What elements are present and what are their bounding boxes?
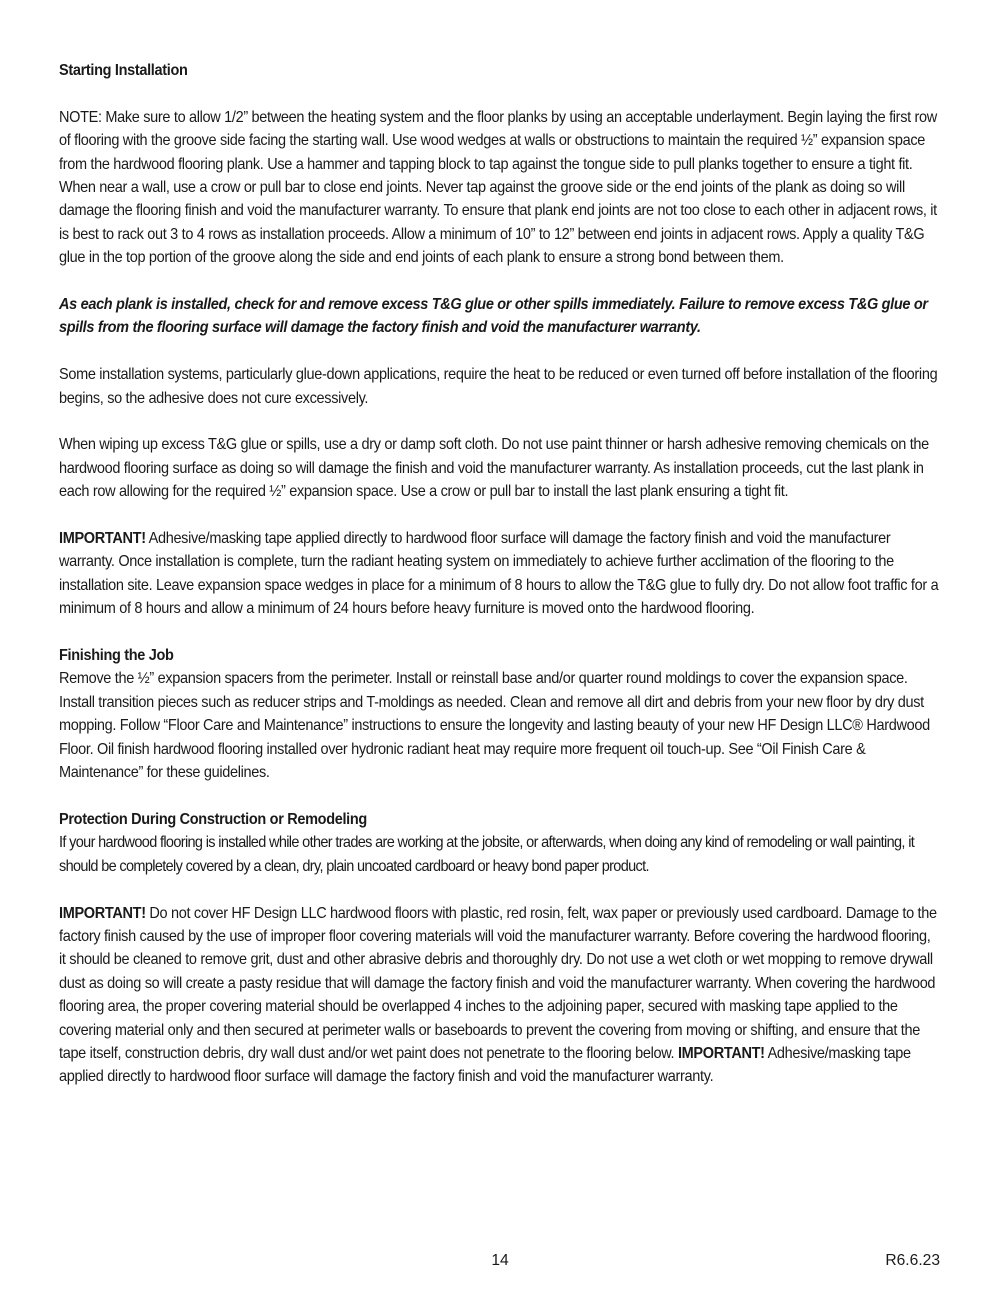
important-adhesive-note	[59, 527, 941, 621]
important-label: IMPORTANT!	[59, 530, 146, 548]
heat-reduction-note: Some installation systems, particularly glue-down applications, require the heat to be reduced or even turned off before installation of the flooring begins, so the adhesive does not cure excessively.	[59, 366, 938, 407]
important-text: Adhesive/masking tape applied directly to hardwood floor surface will damage the factory finish and void the manufacturer warranty. Once installation is complete, turn the radiant heating system on immediately to achieve further acclimation of the flooring to the installation site. Leave expansion space wedges in place for a minimum of 8 hours to allow the T&G glue to fully dry. Do not allow foot traffic for a minimum of 8 hours and allow a minimum of 24 hours before heavy furniture is moved onto the hardwood flooring.	[59, 530, 939, 618]
wiping-instructions: When wiping up excess T&G glue or spills, use a dry or damp soft cloth. Do not use paint thinner or harsh adhesive removing chemicals on the hardwood flooring surface as doing so will damage the finish and void the manufacturer warranty. As installation proceeds, cut the last plank in each row allowing for the required ½” expansion space. Use a crow or pull bar to install the last plank ensuring a tight fit.	[59, 436, 929, 501]
protection-body: If your hardwood flooring is installed while other trades are working at the jobsite, or afterwards, when doing any kind of remodeling or wall painting, it should be completely covered by a clean, dry, plain uncoated cardboard or heavy bond paper product.	[59, 834, 915, 875]
section-heading-finishing-the-job: Finishing the Job	[59, 647, 174, 665]
important-covering-note	[59, 902, 941, 1089]
starting-installation-body: NOTE: Make sure to allow 1/2” between the heating system and the floor planks by using an acceptable underlayment. Begin laying the first row of flooring with the groove side facing the starting wall. Use wood wedges at walls or obstructions to maintain the required ½” expansion space from the hardwood flooring plank. Use a hammer and tapping block to tap against the tongue side to pull planks together to ensure a tight fit. When near a wall, use a crow or pull bar to close end joints. Never tap against the groove side or the end joints of the plank as doing so will damage the flooring finish and void the manufacturer warranty. To ensure that plank end joints are not too close to each other in adjacent rows, it is best to rack out 3 to 4 rows as installation proceeds. Allow a minimum of 10” to 12” between end joints in adjacent rows. Apply a quality T&G glue in the top portion of the groove along the side and end joints of each plank to ensure a strong bond between them.	[59, 108, 937, 267]
important-label: IMPORTANT!	[59, 904, 146, 922]
document-page	[59, 59, 941, 1089]
section-heading-protection: Protection During Construction or Remodeling	[59, 810, 367, 828]
glue-warning: As each plank is installed, check for and remove excess T&G glue or other spills immediately. Failure to remove excess T&G glue or spills from the flooring surface will damage the factory finish and void the manufacturer warranty.	[59, 296, 928, 337]
important-text: Do not cover HF Design LLC hardwood floors with plastic, red rosin, felt, wax paper or previously used cardboard. Damage to the factory finish caused by the use of improper floor covering materials will void the manufacturer warranty. Before covering the hardwood flooring, it should be cleaned to remove grit, dust and other abrasive debris and thoroughly dry. Do not use a wet cloth or wet mopping to remove drywall dust as doing so will create a pasty residue that will damage the factory finish and void the manufacturer warranty. When covering the hardwood flooring area, the proper covering material should be overlapped 4 inches to the adjoining paper, secured with masking tape applied to the covering material only and then secured at perimeter walls or baseboards to prevent the covering from moving or shifting, and ensure that the tape itself, construction debris, dry wall dust and/or wet paint does not penetrate to the flooring below.	[59, 904, 937, 1062]
finishing-the-job-body: Remove the ½” expansion spacers from the perimeter. Install or reinstall base and/or quarter round moldings to cover the expansion space. Install transition pieces such as reducer strips and T-moldings as needed. Clean and remove all dirt and debris from your new floor by dry dust mopping. Follow “Floor Care and Maintenance” instructions to ensure the longevity and lasting beauty of your new HF Design LLC® Hardwood Floor. Oil finish hardwood flooring installed over hydronic radiant heat may require more frequent oil touch-up. See “Oil Finish Care & Maintenance” for these guidelines.	[59, 670, 930, 782]
important-text-second: Adhesive/masking tape applied directly to hardwood floor surface will damage the factory finish and void the manufacturer warranty.	[59, 1044, 911, 1086]
section-heading-starting-installation: Starting Installation	[59, 62, 188, 79]
page-number: 14	[491, 1252, 509, 1269]
revision-code: R6.6.23	[885, 1252, 940, 1269]
important-label-second: IMPORTANT!	[677, 1044, 765, 1062]
